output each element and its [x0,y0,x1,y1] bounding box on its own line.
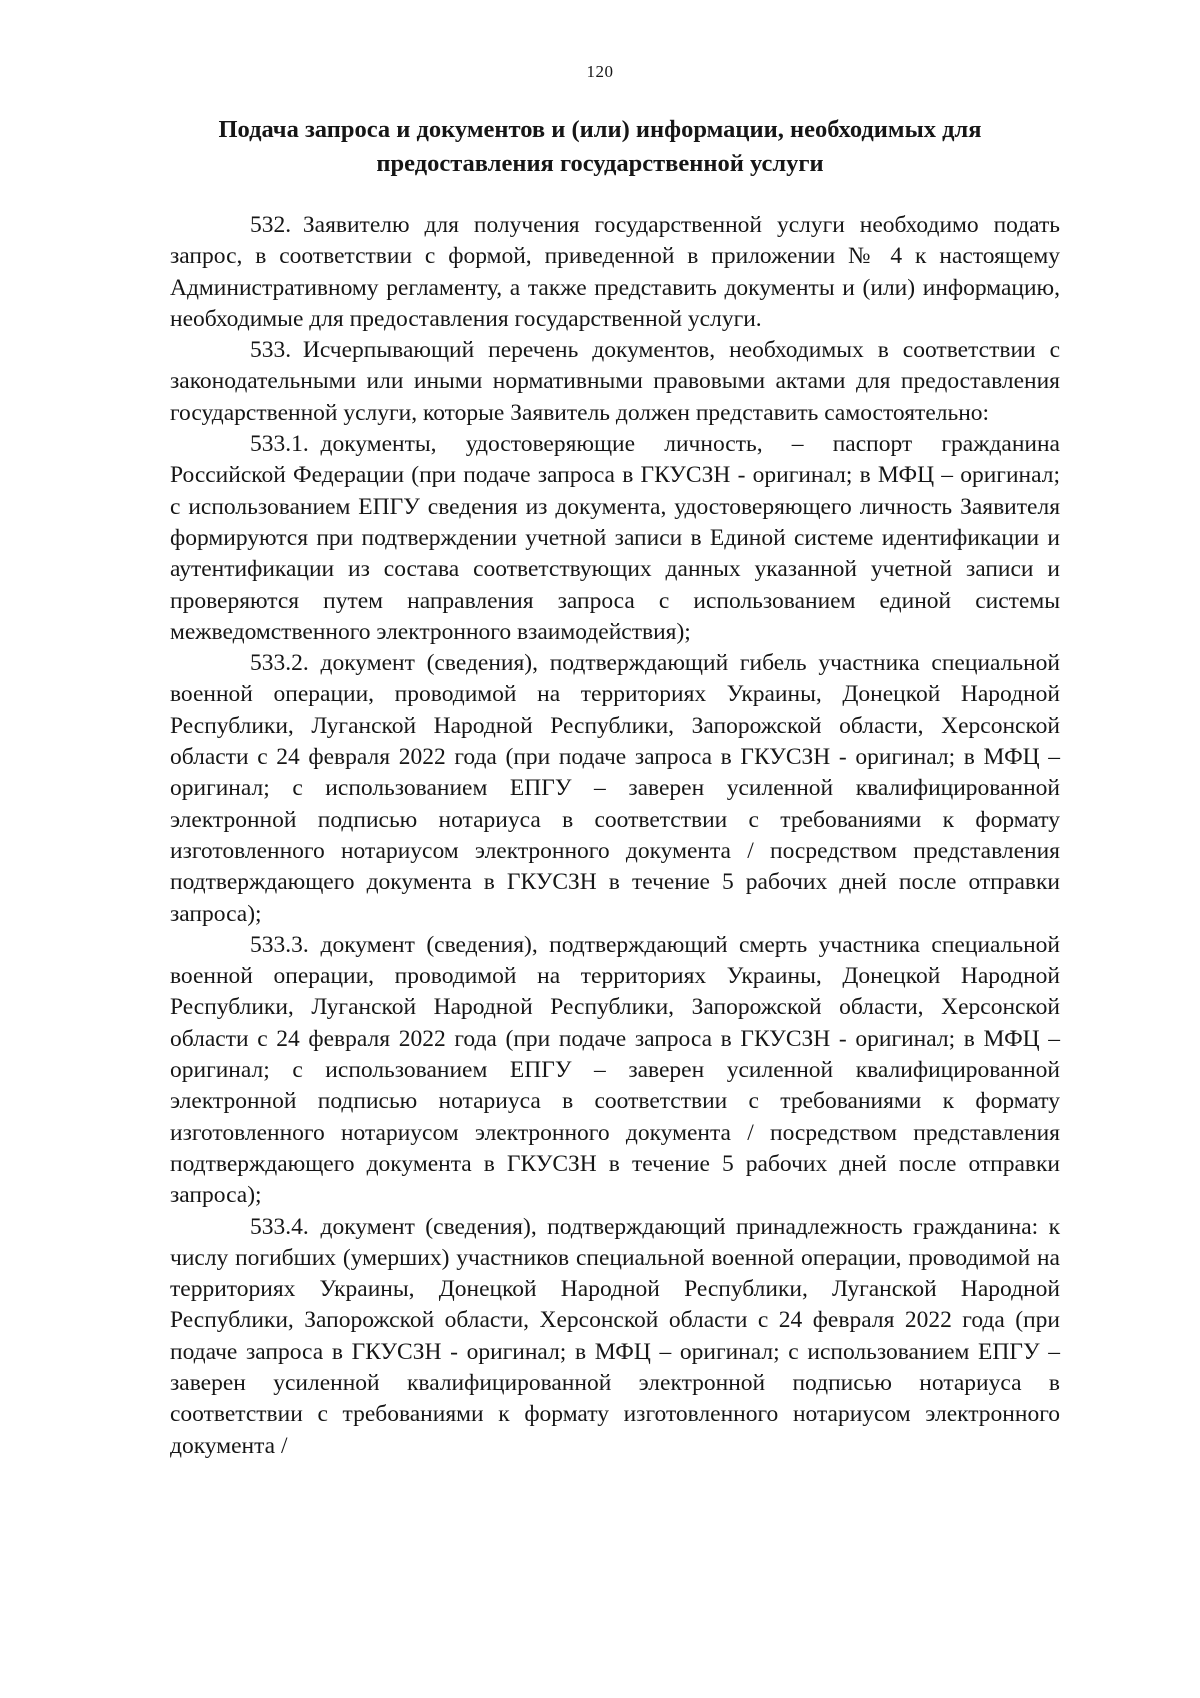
paragraph-533-2 [170,648,1060,930]
paragraph-text: документ (сведения), подтверждающий гибель участника специальной военной операции, проводимой на территориях Украины, Донецкой Народной Республики, Луганской Народной Республики, Запорожской области, Херсонской области с 24 февраля 2022 года (при подаче запроса в ГКУСЗН - оригинал; в МФЦ – оригинал; с использованием ЕПГУ – заверен усиленной квалифицированной электронной подписью нотариуса в соответствии с требованиями к формату изготовленного нотариусом электронного документа / посредством представления подтверждающего документа в ГКУСЗН в течение 5 рабочих дней после отправки запроса); [170,650,1060,927]
paragraph-number: 532. [250,212,292,238]
paragraph-text: Заявителю для получения государственной услуги необходимо подать запрос, в соответствии с формой, приведенной в приложении № 4 к настоящему Административному регламенту, а также представить документы и (или) информацию, необходимые для предоставления государственной услуги. [170,212,1060,332]
paragraph-533 [170,335,1060,429]
paragraph-number: 533.2. [250,650,309,677]
paragraph-number: 533.3. [250,931,309,958]
paragraph-532 [170,210,1060,335]
paragraph-text: документ (сведения), подтверждающий смерть участника специальной военной операции, проводимой на территориях Украины, Донецкой Народной Республики, Луганской Народной Республики, Запорожской области, Херсонской области с 24 февраля 2022 года (при подаче запроса в ГКУСЗН - оригинал; в МФЦ – оригинал; с использованием ЕПГУ – заверен усиленной квалифицированной электронной подписью нотариуса в соответствии с требованиями к формату изготовленного нотариусом электронного документа / посредством представления подтверждающего документа в ГКУСЗН в течение 5 рабочих дней после отправки запроса); [170,931,1060,1209]
paragraph-533-3 [170,930,1060,1212]
section-heading: Подача запроса и документов и (или) информации, необходимых для предоставления государственной услуги [218,116,982,177]
paragraph-number: 533. [250,337,292,364]
document-body [170,210,1060,1462]
page-number: 120 [586,62,614,81]
paragraph-text: документ (сведения), подтверждающий принадлежность гражданина: к числу погибших (умерших) участников специальной военной операции, проводимой на территориях Украины, Донецкой Народной Республики, Луганской Народной Республики, Запорожской области, Херсонской области с 24 февраля 2022 года (при подаче запроса в ГКУСЗН - оригинал; в МФЦ – оригинал; с использованием ЕПГУ – заверен усиленной квалифицированной электронной подписью нотариуса в соответствии с требованиями к формату изготовленного нотариусом электронного документа / [170,1213,1060,1459]
paragraph-533-4 [170,1212,1060,1462]
paragraph-number: 533.4. [250,1213,309,1240]
paragraph-533-1 [170,429,1060,648]
paragraph-text: документы, удостоверяющие личность, – паспорт гражданина Российской Федерации (при подаче запроса в ГКУСЗН - оригинал; в МФЦ – оригинал; с использованием ЕПГУ сведения из документа, удостоверяющего личность Заявителя формируются при подтверждении учетной записи в Единой системе идентификации и аутентификации из состава соответствующих данных указанной учетной записи и проверяются путем направления запроса с использованием единой системы межведомственного электронного взаимодействия); [170,431,1060,645]
paragraph-text: Исчерпывающий перечень документов, необходимых в соответствии с законодательными или иными нормативными правовыми актами для предоставления государственной услуги, которые Заявитель должен представить самостоятельно: [170,337,1060,426]
paragraph-number: 533.1. [250,431,309,458]
